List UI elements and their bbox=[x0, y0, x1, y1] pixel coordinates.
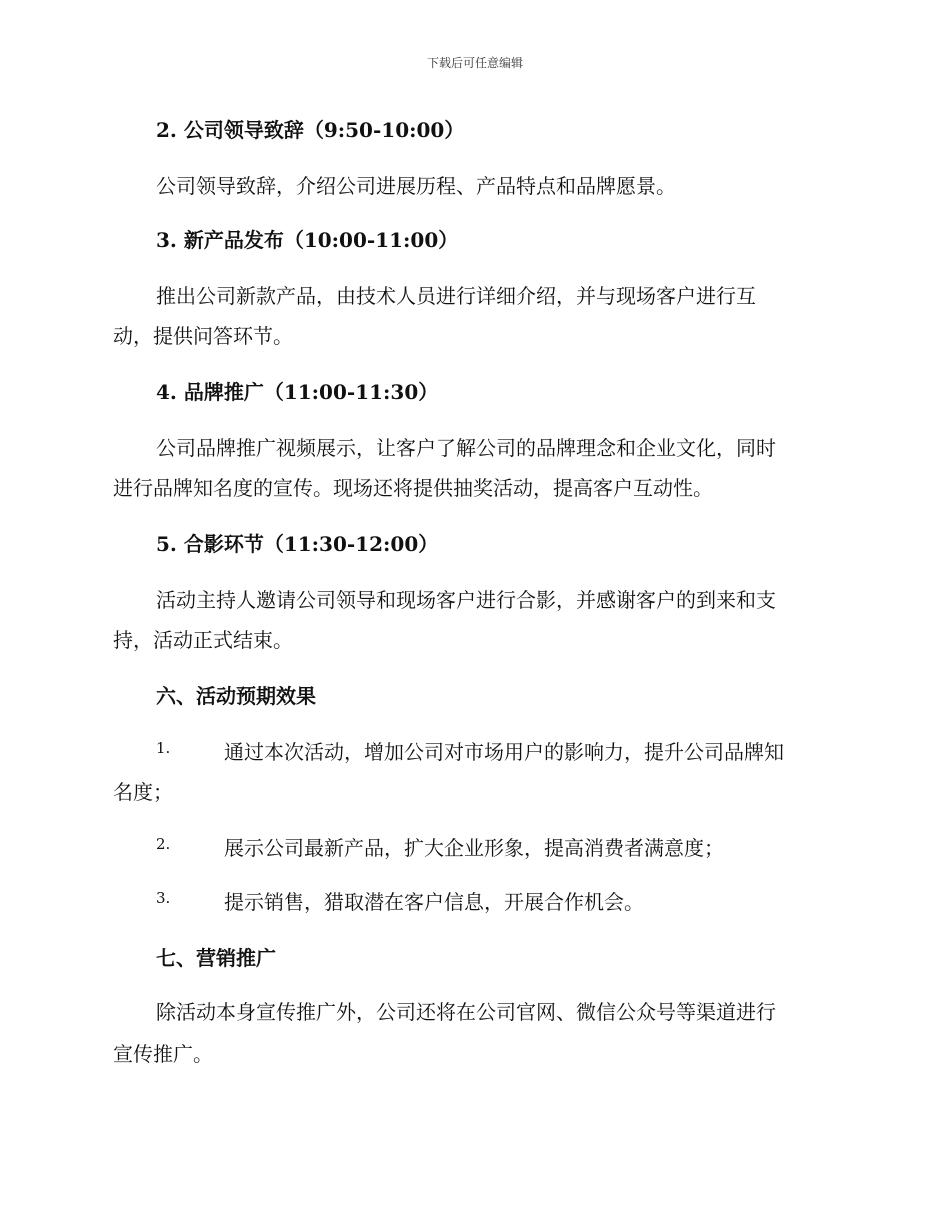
section-body-line: 动，提供问答环节。 bbox=[113, 324, 293, 348]
list-item-line: 通过本次活动，增加公司对市场用户的影响力，提升公司品牌知 bbox=[224, 740, 784, 764]
marketing-body-line: 宣传推广。 bbox=[113, 1042, 213, 1066]
section-body: 公司领导致辞，介绍公司进展历程、产品特点和品牌愿景。 bbox=[156, 174, 676, 198]
page-header: 下载后可任意编辑 bbox=[426, 56, 523, 70]
section-heading: 2. 公司领导致辞（9:50-10:00） bbox=[156, 118, 465, 142]
section-heading: 4. 品牌推广（11:00-11:30） bbox=[156, 380, 439, 404]
list-number: 2. bbox=[156, 835, 171, 853]
list-number: 3. bbox=[156, 889, 171, 907]
section-body-line: 进行品牌知名度的宣传。现场还将提供抽奖活动，提高客户互动性。 bbox=[113, 476, 713, 500]
list-item-line: 展示公司最新产品，扩大企业形象，提高消费者满意度； bbox=[224, 836, 724, 860]
list-item-line: 提示销售，猎取潜在客户信息，开展合作机会。 bbox=[224, 890, 644, 914]
section-body-line: 持，活动正式结束。 bbox=[113, 628, 293, 652]
marketing-heading: 七、营销推广 bbox=[156, 946, 276, 970]
list-item-line: 名度； bbox=[113, 780, 173, 804]
section-body-line: 活动主持人邀请公司领导和现场客户进行合影，并感谢客户的到来和支 bbox=[156, 588, 776, 612]
marketing-body-line: 除活动本身宣传推广外，公司还将在公司官网、微信公众号等渠道进行 bbox=[156, 1000, 776, 1024]
section-heading: 5. 合影环节（11:30-12:00） bbox=[156, 532, 439, 556]
effects-heading: 六、活动预期效果 bbox=[156, 684, 316, 708]
list-number: 1. bbox=[156, 739, 171, 757]
section-body-line: 公司品牌推广视频展示，让客户了解公司的品牌理念和企业文化，同时 bbox=[156, 436, 776, 460]
section-body-line: 推出公司新款产品，由技术人员进行详细介绍，并与现场客户进行互 bbox=[156, 284, 756, 308]
section-heading: 3. 新产品发布（10:00-11:00） bbox=[156, 228, 459, 252]
